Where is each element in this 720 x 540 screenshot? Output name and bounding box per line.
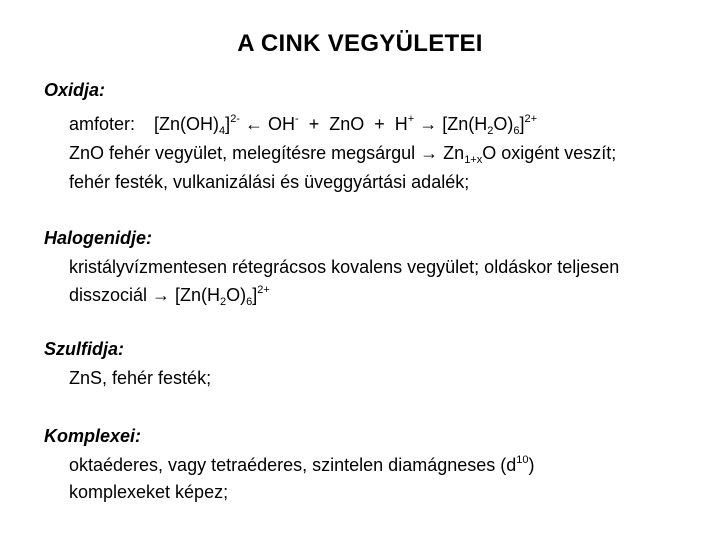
complex-line-1: oktaéderes, vagy tetraéderes, szintelen diamágneses $(d^{10})$: [69, 454, 535, 475]
oxide-line-3: fehér festék, vulkanizálási és üveggyártási adalék;: [69, 172, 470, 192]
amphoteric-label: amfoter:: [69, 114, 136, 134]
arrow-right-icon: →: [419, 114, 438, 134]
sulfide-line-1: ZnS, fehér festék;: [69, 368, 212, 388]
page-title: A CINK VEGYÜLETEI: [237, 30, 483, 57]
zincate-formula: $[Zn(OH)_4]^{2-}$: [154, 113, 240, 137]
plus-sign: +: [308, 114, 320, 134]
aqua-complex-formula: $[Zn(H_2O)_6]^{2+}$: [442, 113, 538, 137]
plus-sign: +: [374, 114, 385, 134]
section-heading-oxide: Oxidja:: [44, 80, 106, 100]
section-heading-halide: Halogenidje:: [44, 228, 153, 248]
hydroxide-formula: OH-: [268, 113, 299, 134]
oxide-line-2: ZnO fehér vegyület, melegítésre megsárgul → $Zn_{1+x}O$ oxigént veszít;: [69, 143, 617, 166]
section-heading-complex: Komplexei:: [44, 426, 142, 446]
section-heading-sulfide: Szulfidja:: [44, 339, 124, 359]
zinc-oxide-formula: ZnO: [329, 114, 365, 134]
complex-line-2: komplexeket képez;: [69, 482, 229, 502]
oxide-line-1: [69, 112, 537, 136]
proton-formula: H+: [394, 113, 415, 134]
halide-line-1: kristályvízmentesen rétegrácsos kovalens vegyület; oldáskor teljesen: [69, 257, 620, 277]
arrow-left-icon: ←: [244, 114, 263, 134]
halide-line-2: disszociál → $[Zn(H_2O)_6]^{2+}$: [69, 284, 270, 308]
